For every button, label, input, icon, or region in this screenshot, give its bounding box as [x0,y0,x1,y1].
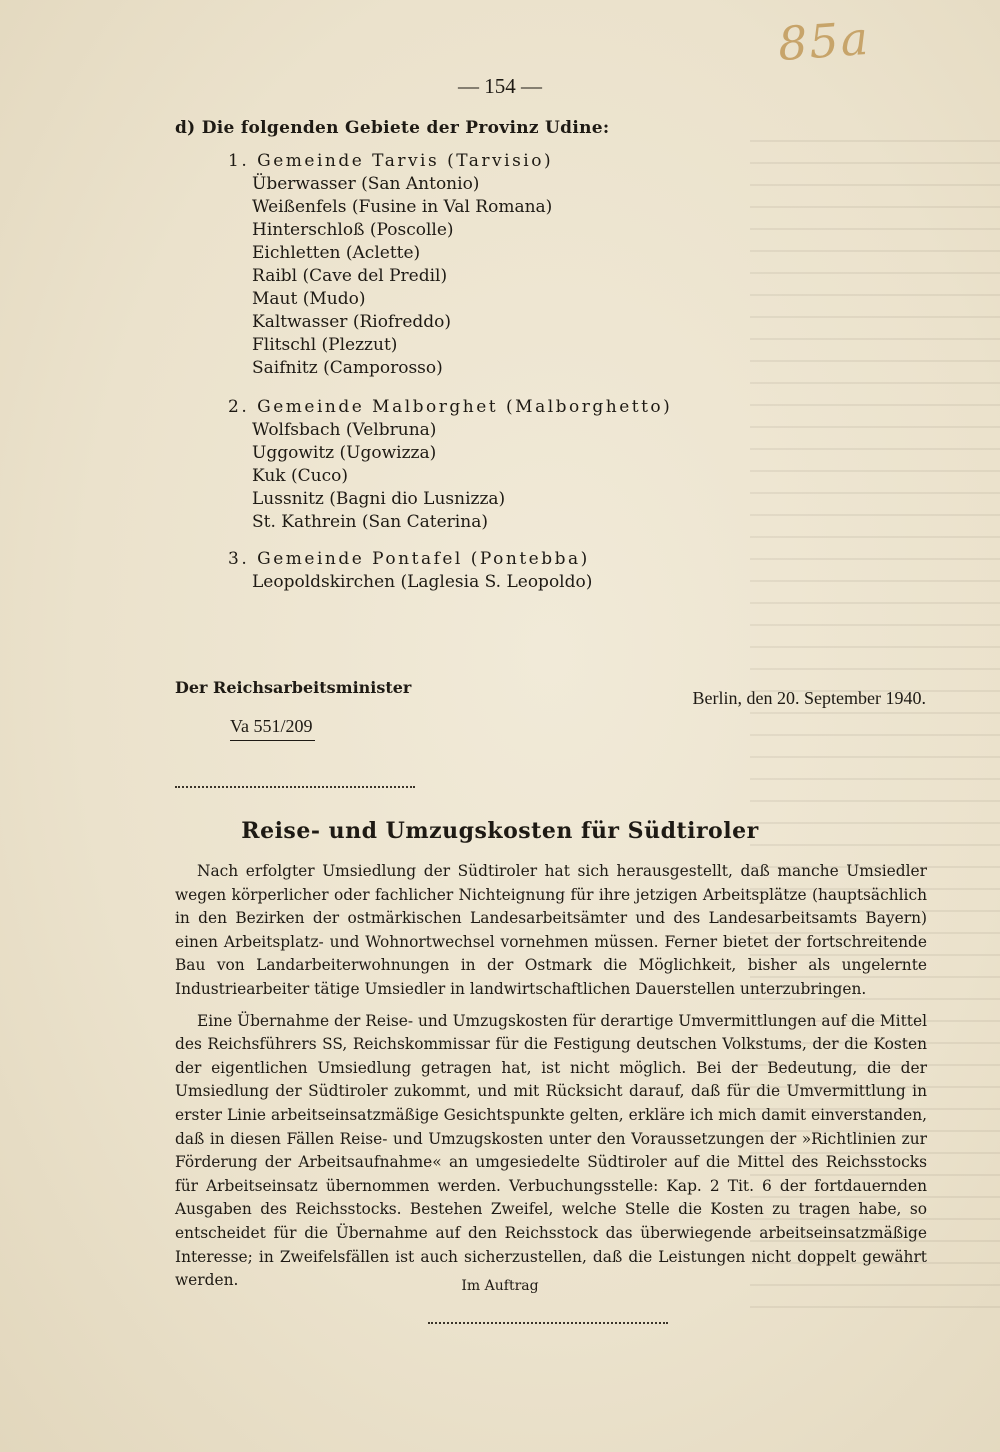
paragraph: Nach erfolgter Umsiedlung der Südtiroler hat sich herausgestellt, daß manche Umsiedler wegen körperlicher oder fachlicher Nichteignung für ihre jetzigen Arbeitsplätze (hauptsächlich in den Bezirken der ostmärkischen Landesarbeitsämter und des Landesarbeitsamts Bayern) einen Arbeitsplatz- und Wohnortwechsel vornehmen müssen. Ferner bietet der fortschreitende Bau von Landarbeiterwohnungen in der Ostmark die Möglichkeit, bisher als ungelernte Industriearbeiter tätige Umsiedler in landwirtschaftlichen Dauerstellen unterzubringen. [175,862,927,998]
file-reference: Va 551/209 [230,716,315,741]
place-item: Lussnitz (Bagni dio Lusnizza) [252,489,506,509]
document-title: Reise- und Umzugskosten für Südtiroler [241,818,759,844]
paragraph: Eine Übernahme der Reise- und Umzugskosten für derartige Umvermittlungen auf die Mittel des Reichsführers SS, Reichskommissar für die Festigung deutschen Volkstums, der die Kosten der eigentlichen Umsiedlung getragen hat, ist nicht möglich. Bei der Bedeutung, die der Umsiedlung der Südtiroler zukommt, und mit Rücksicht darauf, daß für die Umvermittlung in erster Linie arbeitseinsatzmäßige Gesichtspunkte gelten, erkläre ich mich damit einverstanden, daß in diesen Fällen Reise- und Umzugskosten unter den Voraussetzungen der »Richtlinien zur Förderung der Arbeitsaufnahme« an umgesiedelte Südtiroler auf die Mittel des Reichsstocks für Arbeitseinsatz übernommen werden. Verbuchungsstelle: Kap. 2 Tit. 6 der fortdauernden Ausgaben des Reichsstocks. Bestehen Zweifel, welche Stelle die Kosten zu tragen habe, so entscheidet für die Übernahme auf den Reichsstock das überwiegende arbeitseinsatzmäßige Interesse; in Zweifelsfällen ist auch sicherzustellen, daß die Leistungen nicht doppelt gewährt werden. [175,1011,927,1290]
place-item: Leopoldskirchen (Laglesia S. Leopoldo) [252,572,593,592]
municipality-heading: 1. Gemeinde Tarvis (Tarvisio) [228,151,554,171]
page-number: — 154 — [458,74,542,98]
place-item: Maut (Mudo) [252,289,366,309]
municipality-heading: 3. Gemeinde Pontafel (Pontebba) [228,549,590,569]
section-heading: d) Die folgenden Gebiete der Provinz Udine: [175,118,610,138]
place-item: Flitschl (Plezzut) [252,335,398,355]
handwritten-folio-note: 85a [776,10,872,72]
place-and-date: Berlin, den 20. September 1940. [692,688,926,708]
place-item: Überwasser (San Antonio) [252,174,480,194]
dotted-separator-top [175,786,415,788]
municipality-heading: 2. Gemeinde Malborghet (Malborghetto) [228,397,673,417]
place-item: Wolfsbach (Velbruna) [252,420,437,440]
dotted-signature-line [428,1322,668,1324]
municipality-group-malborghet [228,396,728,534]
body-text [175,860,927,1301]
place-item: Eichletten (Aclette) [252,243,421,263]
place-item: St. Kathrein (San Caterina) [252,512,488,532]
place-item: Kaltwasser (Riofreddo) [252,312,452,332]
issuing-ministry: Der Reichsarbeitsminister [175,678,412,697]
municipality-group-pontafel [228,548,728,594]
place-item: Weißenfels (Fusine in Val Romana) [252,197,553,217]
place-item: Saifnitz (Camporosso) [252,358,443,378]
place-item: Uggowitz (Ugowizza) [252,443,437,463]
place-item: Raibl (Cave del Predil) [252,266,448,286]
municipality-group-tarvis [228,150,728,380]
place-item: Hinterschloß (Poscolle) [252,220,454,240]
signoff: Im Auftrag [461,1278,539,1294]
place-item: Kuk (Cuco) [252,466,348,486]
